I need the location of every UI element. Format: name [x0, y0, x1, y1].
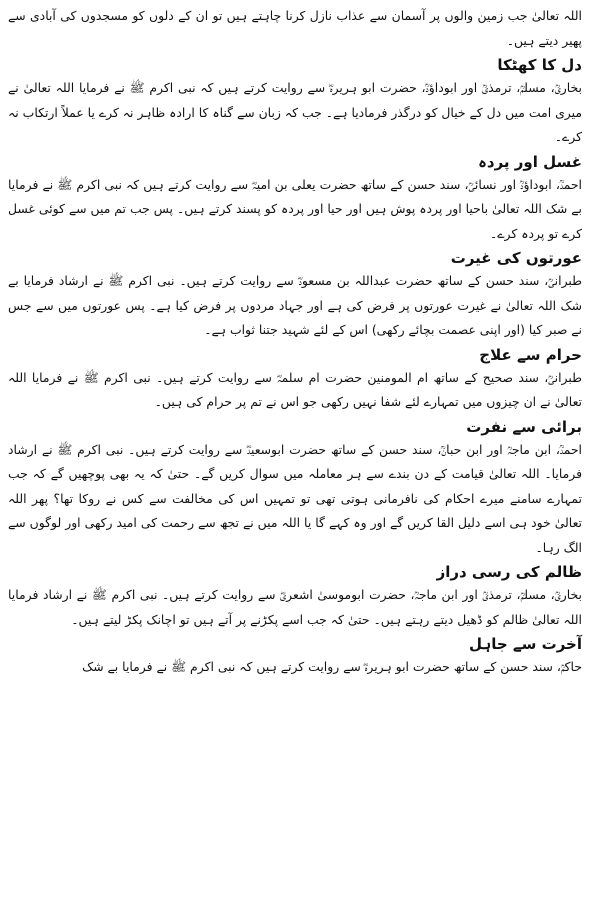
section-paragraph: طبرانیؒ، سند صحیح کے ساتھ ام المومنین حضرت ام سلمہؓ سے روایت کرتے ہیں۔ نبی اکرم ﷺ نے فرمایا اللہ تعالیٰ نے ان چیزوں میں تمہارے لئے شفا نہیں رکھی جو اس نے تم پر حرام کی ہیں۔: [8, 369, 582, 409]
section-heading: دل کا کھٹکا: [497, 56, 582, 74]
section-heading: برائی سے نفرت: [466, 417, 582, 436]
section-paragraph: حاکمؒ، سند حسن کے ساتھ حضرت ابو ہریرہؓ سے روایت کرتے ہیں کہ نبی اکرم ﷺ نے فرمایا بے شک: [82, 659, 582, 674]
intro-paragraph: اللہ تعالیٰ جب زمین والوں پر آسمان سے عذاب نازل کرنا چاہتے ہیں تو ان کے دلوں کو مسجدوں کی آبادی سے پھیر دیتے ہیں۔: [8, 8, 582, 48]
section-burai-se-nafrat: [8, 417, 582, 561]
section-haram-se-ilaj: [8, 345, 582, 415]
section-heading: آخرت سے جاہل: [469, 635, 582, 653]
section-heading: حرام سے علاج: [479, 345, 582, 364]
section-paragraph: بخاریؒ، مسلمؒ، ترمذیؒ اور ابوداؤدؒ، حضرت ابو ہریرہؓ سے روایت کرتے ہیں کہ نبی اکرم ﷺ نے فرمایا اللہ تعالیٰ نے میری امت میں دل کے خیال کو درگذر فرمادیا ہے۔ جب کہ زبان سے گناہ کا ارادہ ظاہر نہ کرے یا عملاً ارتکاب نہ کرے۔: [8, 80, 582, 144]
section-paragraph: احمدؒ، ابن ماجہؒ اور ابن حبانؒ، سند حسن کے ساتھ حضرت ابوسعیدؓ سے روایت کرتے ہیں۔ نبی اکرم ﷺ نے ارشاد فرمایا۔ اللہ تعالیٰ قیامت کے دن بندے سے ہر معاملہ میں سوال کریں گے۔ حتیٰ کہ یہ بھی پوچھیں گے کہ جب تمہارے سامنے میرے احکام کی نافرمانی ہوتی تھی تو تمہیں اس کی مخالفت سے کس نے روکا تھا؟ پھر اللہ تعالیٰ خود ہی اسے دلیل القا کریں گے اور وہ کہے گا یا اللہ میں نے تجھ سے رحمت کی امید رکھی اور لوگوں سے الگ رہا۔: [8, 441, 582, 555]
section-heading: غسل اور پردہ: [478, 152, 582, 171]
section-paragraph: طبرانیؒ، سند حسن کے ساتھ حضرت عبداللہ بن مسعودؓ سے روایت کرتے ہیں۔ نبی اکرم ﷺ نے ارشاد فرمایا بے شک اللہ تعالیٰ نے غیرت عورتوں پر فرض کی ہے اور جہاد مردوں پر فرض کیا ہے۔ پس عورتوں میں سے جس نے صبر کیا (اور اپنی عصمت بچائے رکھی) اس کے لئے شہید جتنا ثواب ہے۔: [8, 273, 582, 337]
section-akhirat-se-jahil: [8, 634, 582, 680]
section-heading: ظالم کی رسی دراز: [436, 563, 582, 581]
section-zalim-ki-rassi: [8, 562, 582, 632]
section-paragraph: احمدؒ، ابوداؤدؒ اور نسائیؒ، سند حسن کے ساتھ حضرت یعلی بن امیہؓ سے روایت کرتے ہیں کہ نبی اکرم ﷺ نے فرمایا بے شک اللہ تعالیٰ باحیا اور پردہ پوش ہیں اور حیا اور پردہ کو پسند کرتے ہیں۔ پس جب تم میں سے کوئی غسل کرے تو پردہ کرے۔: [8, 176, 582, 241]
section-auraton-ki-ghairat: [8, 248, 582, 343]
section-heading: عورتوں کی غیرت: [450, 249, 582, 267]
section-dil-ka-khatka: [8, 55, 582, 150]
section-paragraph: بخاریؒ، مسلمؒ، ترمذیؒ اور ابن ماجہؒ، حضرت ابوموسیٰ اشعریؓ سے روایت کرتے ہیں۔ نبی اکرم ﷺ نے ارشاد فرمایا اللہ تعالیٰ ظالم کو ڈھیل دیتے رہتے ہیں۔ حتیٰ کہ جب اسے پکڑنے پر آتے ہیں تو اچانک پکڑ لیتے ہیں۔: [8, 587, 582, 627]
section-ghusl-aur-parda: [8, 152, 582, 247]
